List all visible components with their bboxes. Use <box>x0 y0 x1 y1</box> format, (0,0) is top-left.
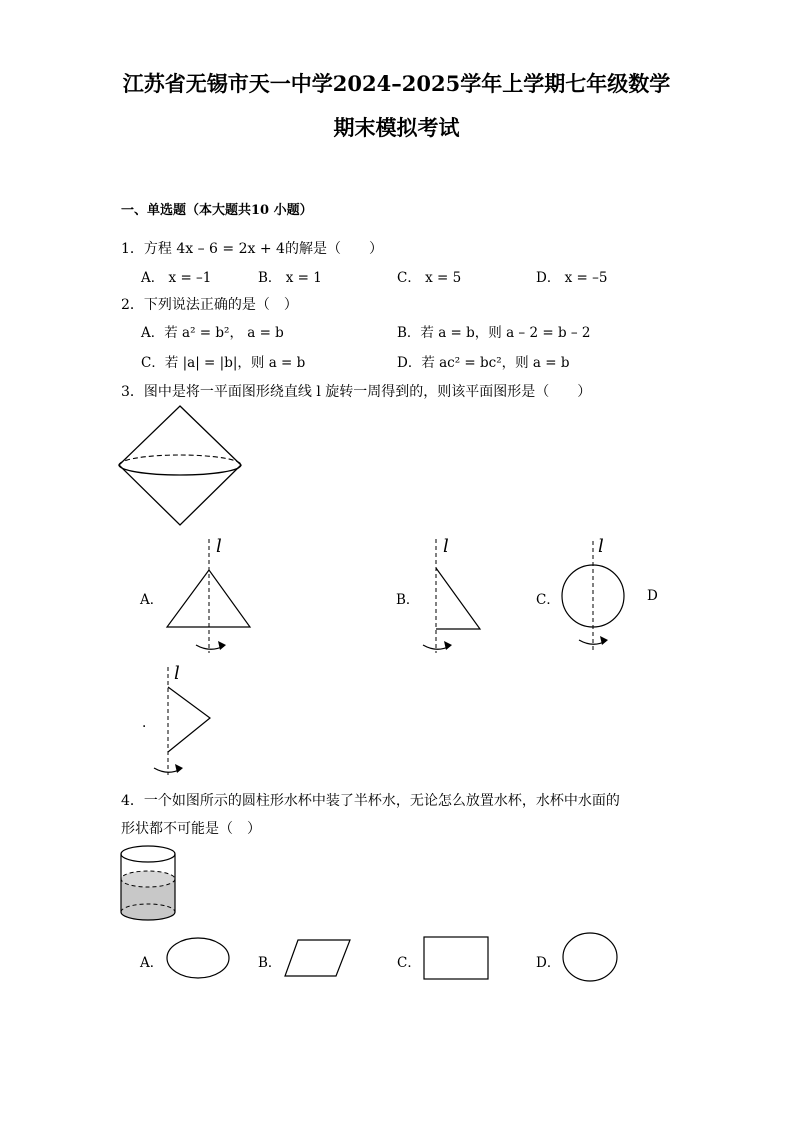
q3-option-b-label: B． <box>396 592 420 608</box>
double-cone-figure <box>118 405 244 527</box>
section-heading: 一、单选题（本大题共10 小题） <box>121 203 313 218</box>
question-2-option-b: B．若 a = b，则 a – 2 = b – 2 <box>397 325 591 341</box>
question-2-option-a: A．若 a² = b²， a = b <box>141 325 284 341</box>
q3-axis-label-d: l <box>174 663 180 684</box>
q3-axis-label-c: l <box>598 536 604 557</box>
question-4-stem-line-1: 4．一个如图所示的圆柱形水杯中装了半杯水，无论怎么放置水杯，水杯中水面的 <box>121 793 620 809</box>
q3-option-d-label: D <box>647 588 658 604</box>
q3-option-a-triangle-figure <box>160 535 260 655</box>
question-2-option-d: D．若 ac² = bc²，则 a = b <box>397 355 570 371</box>
question-1-option-a: A． x = –1 <box>141 270 212 286</box>
question-1-stem: 1．方程 4x – 6 = 2x + 4的解是（ ） <box>121 241 383 257</box>
question-3-stem: 3．图中是将一平面图形绕直线 l 旋转一周得到的，则该平面图形是（ ） <box>121 384 592 400</box>
title-line-1: 江苏省无锡市天一中学2024–2025学年上学期七年级数学 <box>122 71 671 96</box>
question-2-stem: 2．下列说法正确的是（ ） <box>121 297 298 313</box>
q3-option-c-circle-figure <box>556 535 636 655</box>
title-line-2: 期末模拟考试 <box>333 115 460 140</box>
q3-option-b-right-triangle-figure <box>418 535 498 655</box>
q4-option-c-label: C． <box>397 955 421 971</box>
q4-option-b-parallelogram-figure <box>283 938 355 980</box>
question-4-stem-line-2: 形状都不可能是（ ） <box>121 821 261 837</box>
q3-option-a-label: A． <box>140 592 164 608</box>
q3-axis-label-b: l <box>443 536 449 557</box>
q3-option-d-continuation: . <box>142 715 147 731</box>
q4-option-b-label: B． <box>258 955 282 971</box>
q4-option-d-label: D． <box>536 955 561 971</box>
cylinder-cup-figure <box>120 845 180 925</box>
question-2-option-c: C．若 |a| = |b|，则 a = b <box>141 355 306 371</box>
q4-option-a-label: A． <box>140 955 164 971</box>
q3-option-d-triangle-figure <box>148 663 218 781</box>
q3-option-c-label: C． <box>536 592 560 608</box>
q4-option-a-ellipse-figure <box>166 936 232 982</box>
q3-axis-label-a: l <box>216 536 222 557</box>
question-1-option-c: C． x = 5 <box>397 270 462 286</box>
q4-option-c-rectangle-figure <box>422 935 492 983</box>
question-1-option-b: B． x = 1 <box>258 270 322 286</box>
q4-option-d-circle-figure <box>562 932 622 984</box>
question-1-option-d: D． x = –5 <box>536 270 608 286</box>
